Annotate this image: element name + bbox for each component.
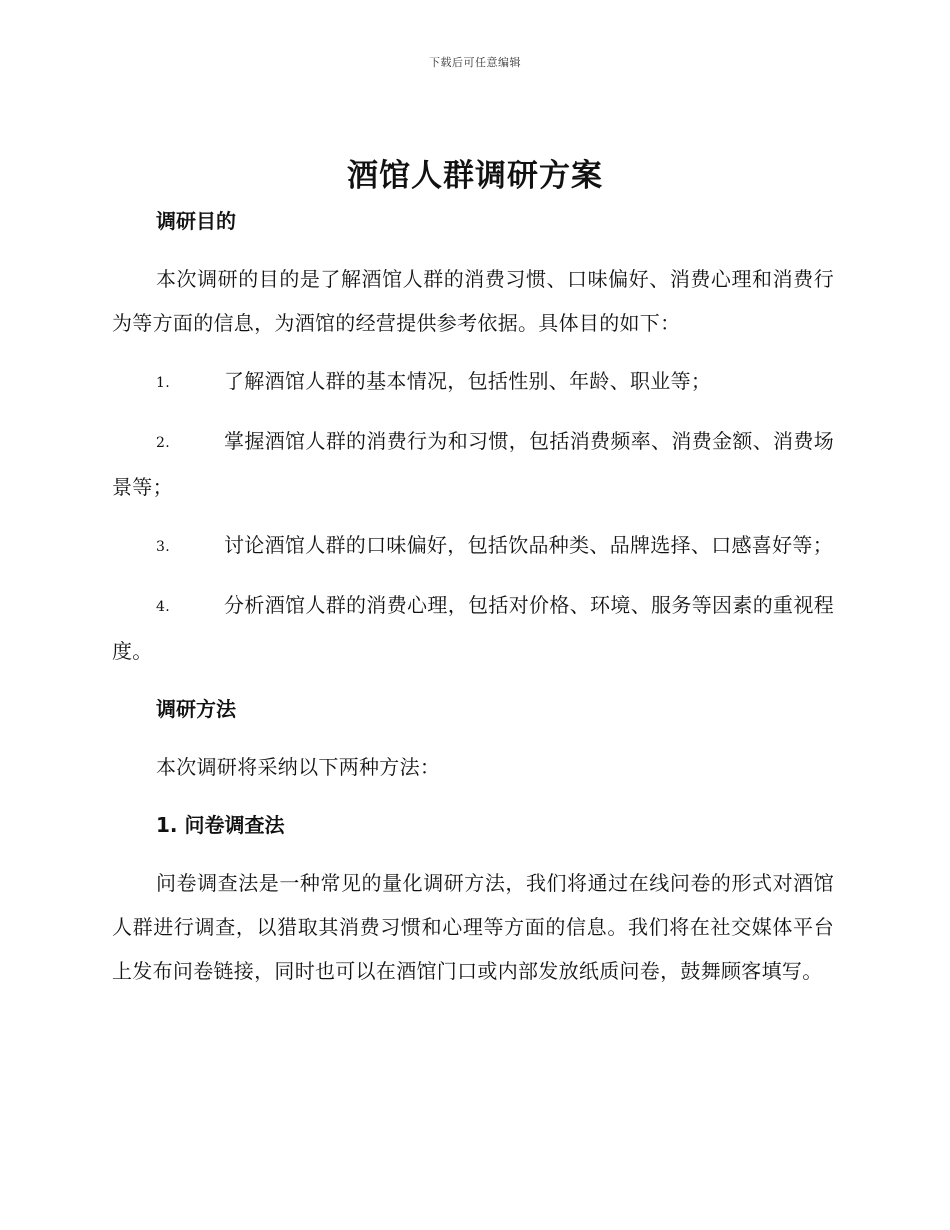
section-heading-purpose: 调研目的	[156, 209, 236, 233]
list-number: 1.	[156, 375, 170, 391]
page-header: 下载后可任意编辑	[429, 56, 521, 69]
purpose-list-item-1	[112, 359, 834, 405]
list-number: 3.	[156, 539, 170, 555]
purpose-list-item-3	[112, 523, 834, 569]
subheading-questionnaire: 1. 问卷调查法	[156, 813, 285, 837]
list-item-text: 讨论酒馆人群的口味偏好，包括饮品种类、品牌选择、口感喜好等；	[224, 533, 833, 557]
purpose-list-item-2	[112, 419, 834, 509]
list-number: 2.	[156, 435, 170, 451]
purpose-intro-paragraph: 本次调研的目的是了解酒馆人群的消费习惯、口味偏好、消费心理和消费行为等方面的信息，为酒馆的经营提供参考依据。具体目的如下：	[112, 267, 834, 335]
method-intro-paragraph: 本次调研将采纳以下两种方法：	[156, 755, 441, 779]
list-item-text: 掌握酒馆人群的消费行为和习惯，包括消费频率、消费金额、消费场景等；	[112, 429, 834, 499]
list-number: 4.	[156, 599, 170, 615]
document-title: 酒馆人群调研方案	[347, 158, 603, 194]
purpose-list-item-4	[112, 583, 834, 673]
list-item-text: 了解酒馆人群的基本情况，包括性别、年龄、职业等；	[224, 369, 712, 393]
questionnaire-paragraph: 问卷调查法是一种常见的量化调研方法，我们将通过在线问卷的形式对酒馆人群进行调查，以猎取其消费习惯和心理等方面的信息。我们将在社交媒体平台上发布问卷链接，同时也可以在酒馆门口或内部发放纸质问卷，鼓舞顾客填写。	[112, 871, 834, 983]
document-body	[112, 205, 834, 993]
list-item-text: 分析酒馆人群的消费心理，包括对价格、环境、服务等因素的重视程度。	[112, 593, 834, 663]
section-heading-method: 调研方法	[156, 697, 236, 721]
